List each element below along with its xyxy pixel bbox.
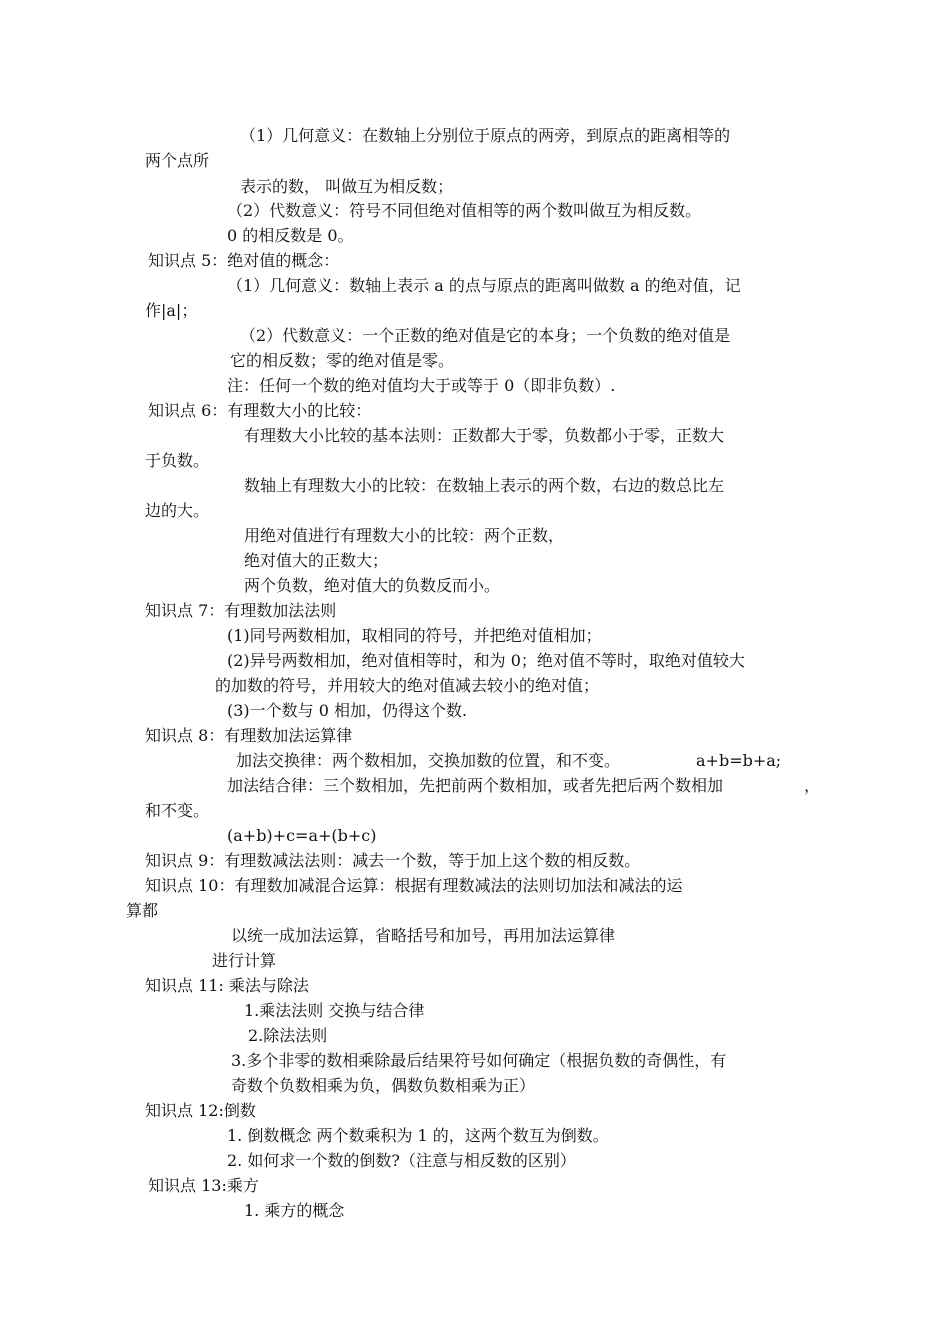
text-line: 于负数。: [145, 451, 210, 470]
text-line: 数轴上有理数大小的比较：在数轴上表示的两个数，右边的数总比左: [244, 476, 725, 495]
text-line: (2)异号两数相加，绝对值相等时，和为 0；绝对值不等时，取绝对值较大: [227, 651, 745, 670]
text-line: 加法结合律：三个数相加，先把前两个数相加，或者先把后两个数相加: [227, 776, 724, 795]
section-heading: 知识点 10：有理数加减混合运算：根据有理数减法的法则切加法和减法的运: [145, 876, 683, 895]
section-heading: 知识点 9：有理数减法法则：减去一个数，等于加上这个数的相反数。: [145, 851, 641, 870]
text-line: (3)一个数与 0 相加，仍得这个数.: [227, 701, 468, 720]
text-line: 它的相反数；零的绝对值是零。: [230, 351, 455, 370]
text-line: 两个点所: [145, 151, 210, 170]
text-line: 1. 倒数概念 两个数乘积为 1 的，这两个数互为倒数。: [227, 1126, 609, 1145]
text-line: 2.除法法则: [248, 1026, 328, 1045]
text-line: （2）代数意义：符号不同但绝对值相等的两个数叫做互为相反数。: [227, 201, 702, 220]
text-line: 2. 如何求一个数的倒数?（注意与相反数的区别）: [227, 1151, 576, 1170]
text-line: 有理数大小比较的基本法则：正数都大于零，负数都小于零，正数大: [244, 426, 725, 445]
text-line: 1. 乘方的概念: [244, 1201, 345, 1220]
section-heading: 知识点 7：有理数加法法则: [145, 601, 337, 620]
text-line: 两个负数，绝对值大的负数反而小。: [244, 576, 501, 595]
text-line: （1）几何意义：在数轴上分别位于原点的两旁，到原点的距离相等的: [240, 126, 731, 145]
text-line: ，: [804, 776, 821, 795]
section-heading: 知识点 5：绝对值的概念：: [148, 251, 340, 270]
text-line: 边的大。: [145, 501, 210, 520]
formula: (a+b)+c=a+(b+c): [227, 826, 377, 845]
text-line: 1.乘法法则 交换与结合律: [244, 1001, 425, 1020]
text-line: 的加数的符号，并用较大的绝对值减去较小的绝对值；: [215, 676, 600, 695]
text-line: （2）代数意义：一个正数的绝对值是它的本身；一个负数的绝对值是: [240, 326, 731, 345]
text-line: 算都: [126, 901, 159, 920]
text-line: 用绝对值进行有理数大小的比较：两个正数，: [244, 526, 565, 545]
text-line: 以统一成加法运算，省略括号和加号，再用加法运算律: [231, 926, 616, 945]
text-line: 进行计算: [212, 951, 277, 970]
text-line: 0 的相反数是 0。: [227, 226, 354, 245]
text-line: 和不变。: [145, 801, 210, 820]
text-line: 表示的数， 叫做互为相反数；: [240, 177, 454, 196]
section-heading: 知识点 6：有理数大小的比较：: [148, 401, 372, 420]
section-heading: 知识点 13:乘方: [148, 1176, 259, 1195]
text-line: 绝对值大的正数大；: [244, 551, 389, 570]
section-heading: 知识点 11: 乘法与除法: [145, 976, 309, 995]
formula: a+b=b+a;: [696, 751, 782, 770]
section-heading: 知识点 8：有理数加法运算律: [145, 726, 353, 745]
section-heading: 知识点 12:倒数: [145, 1101, 256, 1120]
text-line: 作|a|；: [145, 301, 198, 320]
text-line: 加法交换律：两个数相加，交换加数的位置，和不变。: [236, 751, 621, 770]
text-line: 注：任何一个数的绝对值均大于或等于 0（即非负数）.: [227, 376, 616, 395]
text-line: 奇数个负数相乘为负，偶数负数相乘为正）: [231, 1076, 536, 1095]
text-line: 3.多个非零的数相乘除最后结果符号如何确定（根据负数的奇偶性，有: [231, 1051, 727, 1070]
text-line: （1）几何意义：数轴上表示 a 的点与原点的距离叫做数 a 的绝对值，记: [227, 276, 741, 295]
text-line: (1)同号两数相加，取相同的符号，并把绝对值相加；: [227, 626, 602, 645]
